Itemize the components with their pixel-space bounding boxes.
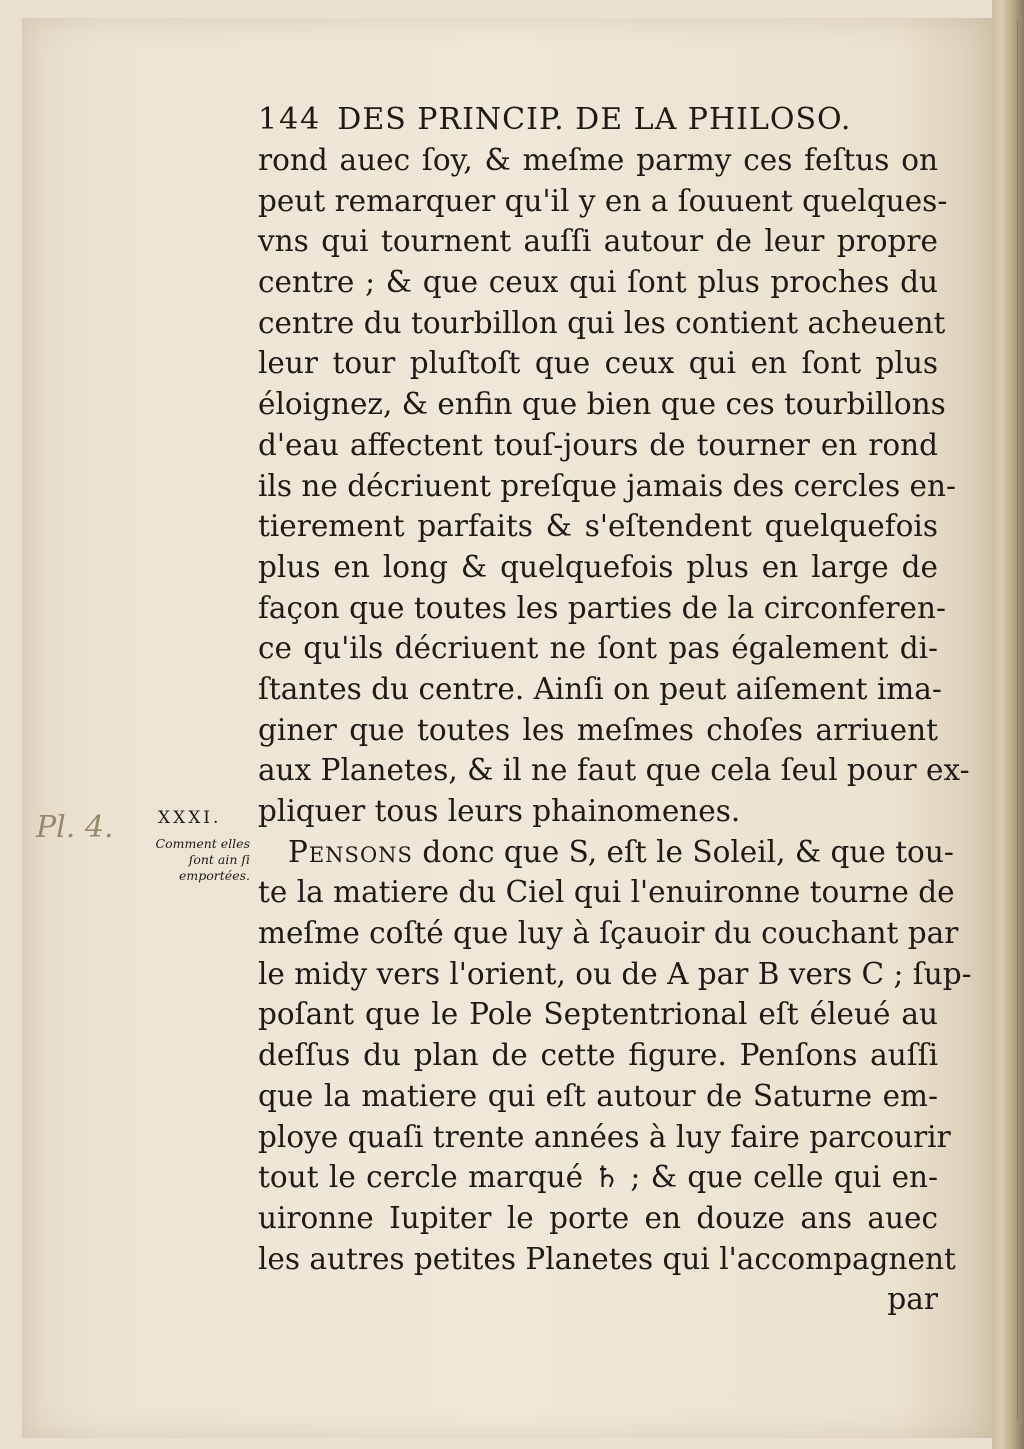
text-line: que la matiere qui eſt autour de Saturne em- [258, 1078, 938, 1113]
text-line: ploye quaſi trente années à luy faire parcourir [258, 1119, 951, 1154]
text-line: d'eau affectent touſ-jours de tourner en rond [258, 427, 938, 462]
handwritten-annotation: Pl. 4. [36, 810, 114, 845]
text-line: centre du tourbillon qui les contient acheuent [258, 305, 946, 340]
text-line: rond auec ſoy, & meſme parmy ces feſtus on [258, 143, 938, 177]
text-line: aux Planetes, & il ne faut que cela ſeul pour ex- [258, 753, 970, 788]
text-line: façon que toutes les parties de la circonferen- [258, 590, 946, 625]
page-edge [992, 0, 1024, 1449]
paragraph-first-word: Pensons [288, 834, 413, 869]
text-line: poſant que le Pole Septentrional eſt éleué au [258, 997, 938, 1032]
text-block [258, 100, 972, 1320]
text-line: te la matiere du Ciel qui l'enuironne tourne de [258, 875, 955, 910]
running-title: DES PRINCIP. DE LA PHILOSO. [337, 102, 852, 137]
text-line: peut remarquer qu'il y en a ſouuent quelques- [258, 183, 948, 218]
running-header [258, 100, 938, 140]
text-line: le midy vers l'orient, ou de A par B vers C ; ſup- [258, 956, 972, 991]
text-line: tierement parfaits & s'eſtendent quelquefois [258, 509, 938, 544]
catchword: par [887, 1282, 938, 1317]
text-line: centre ; & que ceux qui ſont plus proches du [258, 265, 938, 300]
text-line: ſtantes du centre. Ainſi on peut aiſement ima- [258, 671, 942, 706]
paragraph-first-line-rest: donc que S, eſt le Soleil, & que tou- [422, 834, 954, 869]
page-edge-line [1017, 20, 1018, 1420]
text-line: plus en long & quelquefois plus en large de [258, 549, 938, 584]
text-line: vns qui tournent auſſi autour de leur propre [258, 224, 938, 259]
text-line: meſme coſté que luy à ſçauoir du couchant par [258, 916, 959, 951]
article-number: XXXI. [158, 808, 222, 828]
text-line: leur tour pluſtoſt que ceux qui en ſont plus [258, 346, 938, 381]
page-number: 144 [258, 102, 322, 137]
text-line: uironne Iupiter le porte en douze ans auec [258, 1200, 938, 1235]
text-line: ce qu'ils décriuent ne ſont pas également di- [258, 631, 938, 666]
paragraph-opening-line [258, 832, 954, 873]
text-line: les autres petites Planetes qui l'accompagnent [258, 1241, 956, 1276]
text-line: pliquer tous leurs phainomenes. [258, 794, 741, 828]
text-line: ils ne décriuent preſque jamais des cercles en- [258, 468, 956, 503]
margin-note: Comment elles ſont ain ſi emportées. [155, 836, 250, 883]
text-line: giner que toutes les meſmes choſes arriuent [258, 712, 938, 747]
text-line: tout le cercle marqué ♄ ; & que celle qui en- [258, 1160, 938, 1195]
text-line: deſſus du plan de cette figure. Penſons auſſi [258, 1038, 938, 1073]
text-line: éloignez, & enfin que bien que ces tourbillons [258, 387, 946, 422]
